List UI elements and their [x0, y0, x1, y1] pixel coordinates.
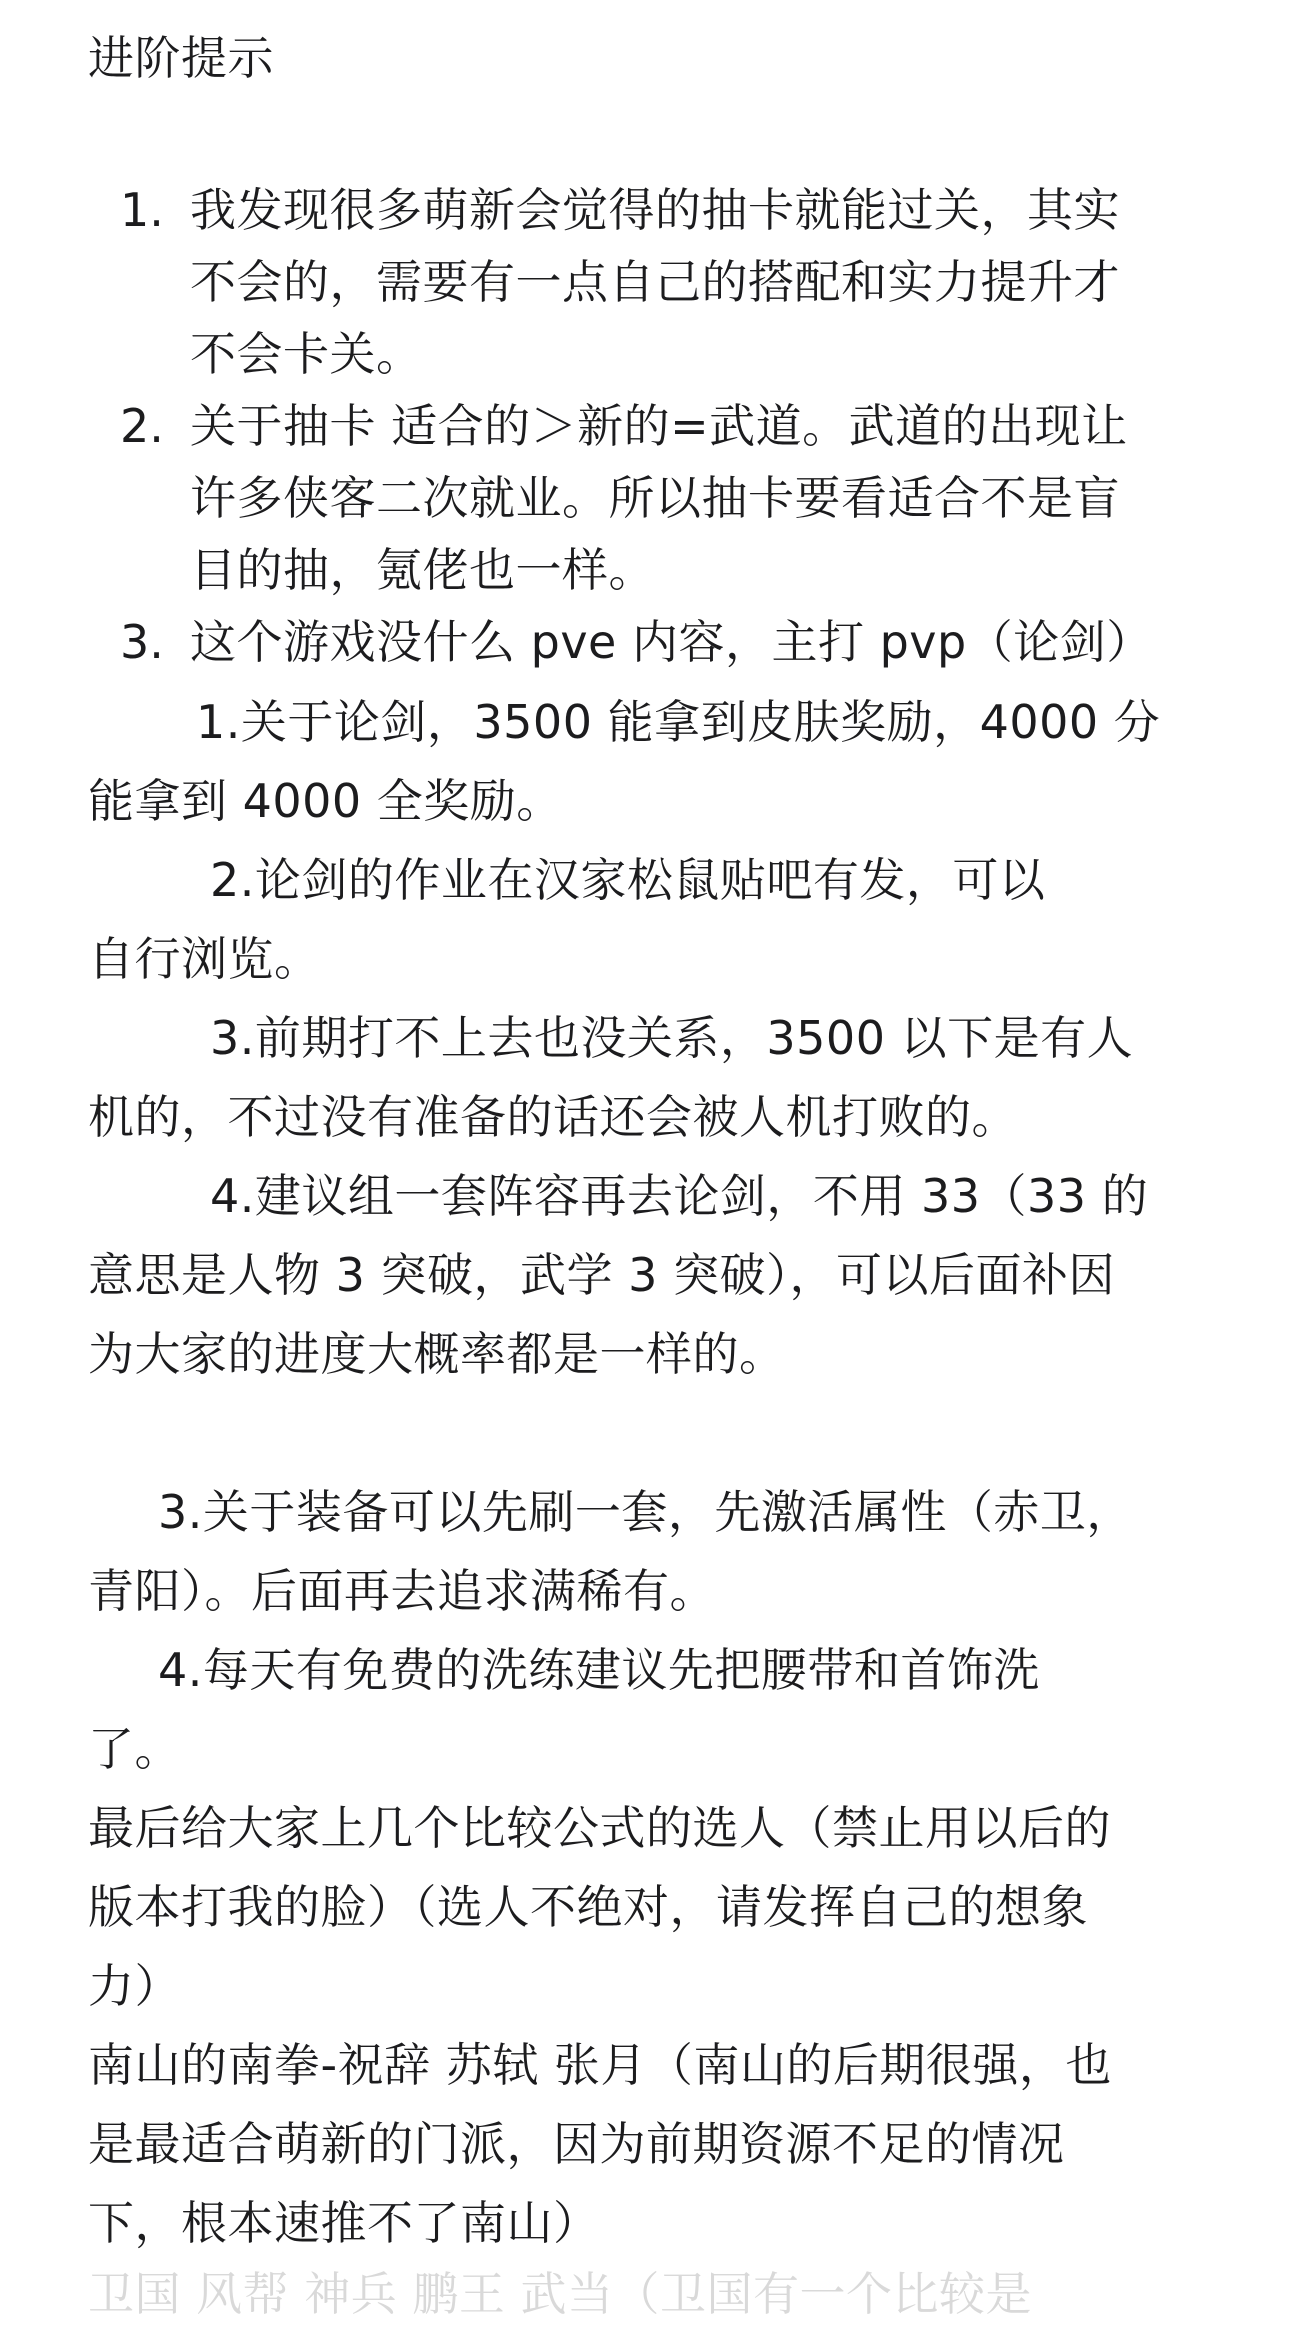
tip-line: 自行浏览。 [88, 932, 321, 986]
list-item-line: 不会卡关。 [190, 327, 423, 381]
tip-line: 4.每天有免费的洗练建议先把腰带和首饰洗 [158, 1643, 1040, 1697]
tip-line: 了。 [88, 1722, 181, 1776]
list-item-line: 关于抽卡 适合的＞新的=武道。武道的出现让 [190, 399, 1128, 453]
tip-line: 为大家的进度大概率都是一样的。 [88, 1327, 786, 1381]
text-line: 力） [88, 1959, 181, 2013]
list-number: 2. [120, 399, 164, 453]
list-item-line: 许多侠客二次就业。所以抽卡要看适合不是盲 [190, 471, 1120, 525]
text-line: 南山的南拳-祝辞 苏轼 张月（南山的后期很强，也 [88, 2038, 1112, 2092]
tip-line: 3.关于装备可以先刷一套，先激活属性（赤卫， [158, 1485, 1133, 1539]
list-item-line: 目的抽，氪佬也一样。 [190, 543, 655, 597]
text-line: 是最适合萌新的门派，因为前期资源不足的情况 [88, 2117, 1065, 2171]
tip-line: 2.论剑的作业在汉家松鼠贴吧有发，可以 [210, 853, 1046, 907]
list-item-line: 不会的，需要有一点自己的搭配和实力提升才 [190, 255, 1120, 309]
cutoff-line: 卫国 风帮 神兵 鹏王 武当（卫国有一个比较是 [88, 2267, 1032, 2321]
list-number: 3. [120, 615, 164, 669]
list-number: 1. [120, 183, 164, 237]
tip-line: 3.前期打不上去也没关系，3500 以下是有人 [210, 1011, 1134, 1065]
page-title: 进阶提示 [88, 31, 274, 85]
tip-line: 能拿到 4000 全奖励。 [88, 774, 563, 828]
tip-line: 青阳）。后面再去追求满稀有。 [88, 1564, 716, 1618]
tip-line: 意思是人物 3 突破，武学 3 突破），可以后面补因 [88, 1248, 1116, 1302]
tip-line: 4.建议组一套阵容再去论剑，不用 33（33 的 [210, 1169, 1149, 1223]
text-line: 下，根本速推不了南山） [88, 2196, 600, 2250]
text-line: 最后给大家上几个比较公式的选人（禁止用以后的 [88, 1801, 1111, 1855]
text-line: 版本打我的脸）（选人不绝对，请发挥自己的想象 [88, 1880, 1088, 1934]
tip-line: 1.关于论剑，3500 能拿到皮肤奖励，4000 分 [196, 695, 1161, 749]
list-item-line: 这个游戏没什么 pve 内容，主打 pvp（论剑） [190, 615, 1153, 669]
tip-line: 机的，不过没有准备的话还会被人机打败的。 [88, 1090, 1018, 1144]
list-item-line: 我发现很多萌新会觉得的抽卡就能过关，其实 [190, 183, 1120, 237]
